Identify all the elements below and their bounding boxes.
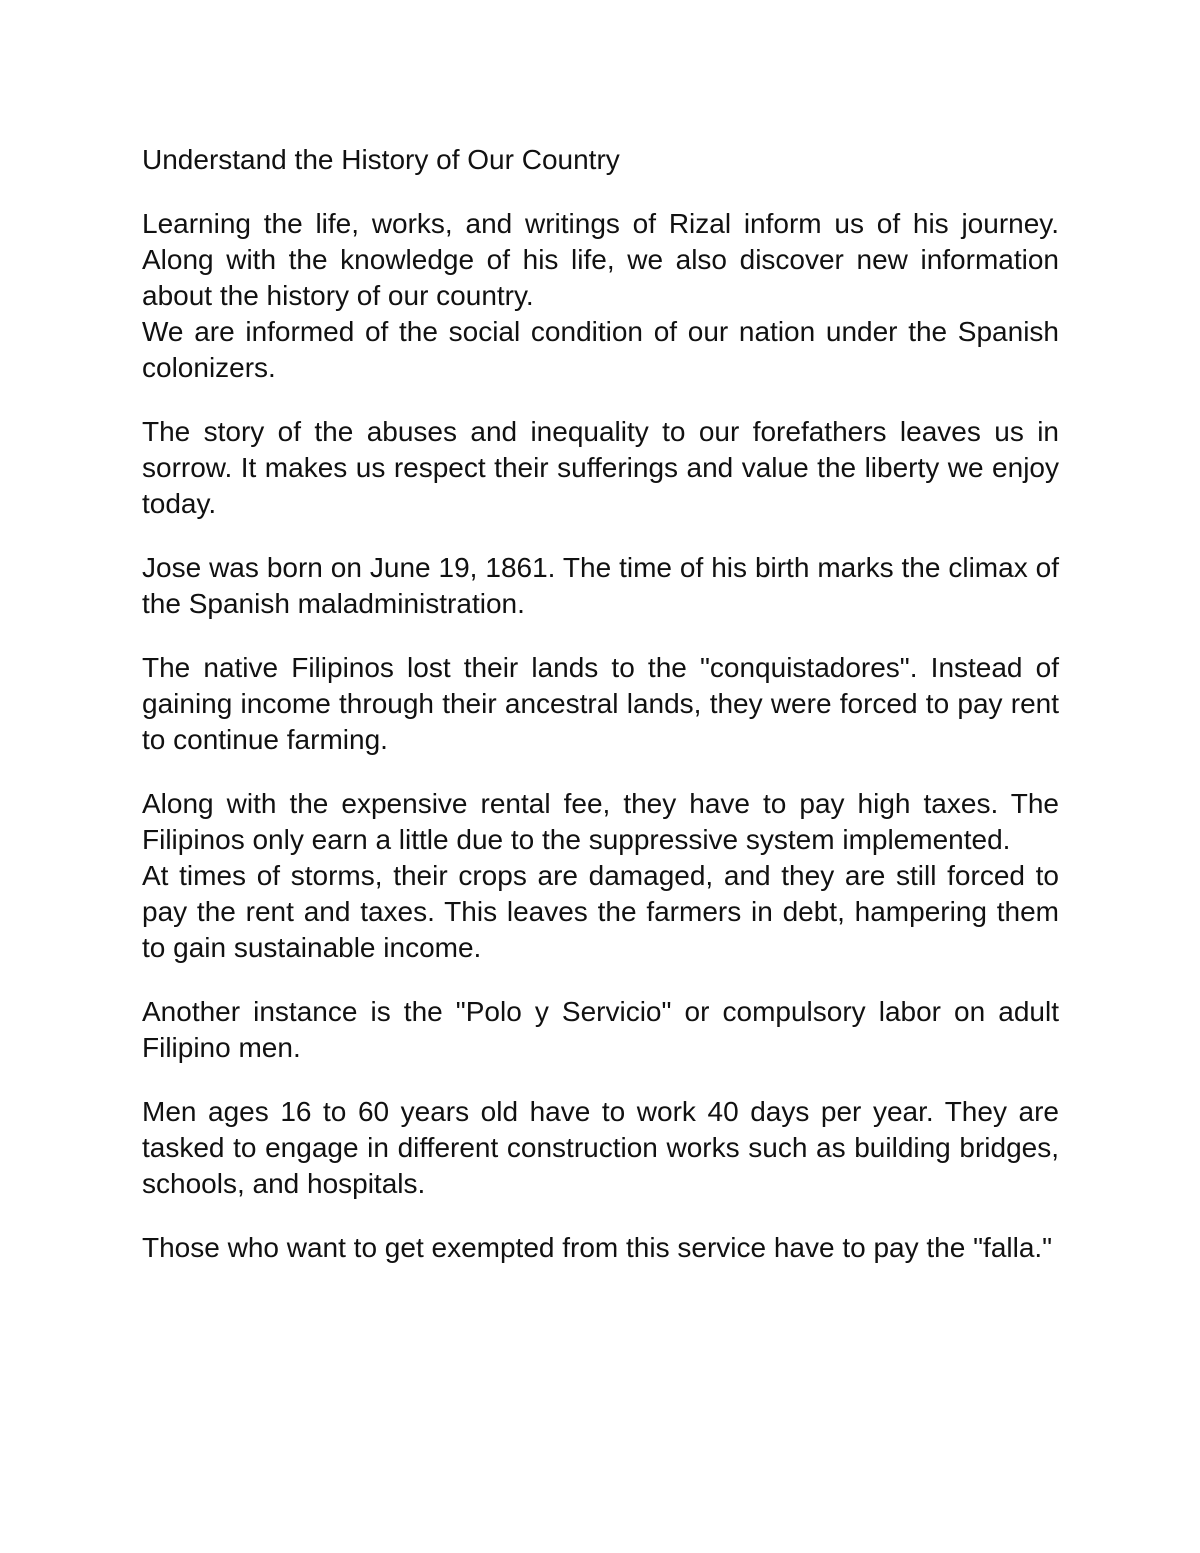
paragraph-block	[142, 786, 1059, 966]
paragraph: Those who want to get exempted from this service have to pay the "falla."	[142, 1232, 1053, 1263]
document-title: Understand the History of Our Country	[142, 144, 620, 175]
paragraph: Another instance is the "Polo y Servicio" or compulsory labor on adult Filipino men.	[142, 996, 1059, 1063]
paragraph-block	[142, 994, 1059, 1066]
paragraph: Learning the life, works, and writings of Rizal inform us of his journey. Along with the knowledge of his life, we also discover new information about the history of our country.	[142, 208, 1059, 311]
paragraph-block	[142, 1230, 1059, 1266]
document-page	[142, 142, 1059, 1294]
paragraph: The story of the abuses and inequality to our forefathers leaves us in sorrow. It makes us respect their sufferings and value the liberty we enjoy today.	[142, 416, 1059, 519]
paragraph: Men ages 16 to 60 years old have to work 40 days per year. They are tasked to engage in different construction works such as building bridges, schools, and hospitals.	[142, 1096, 1059, 1199]
paragraph: The native Filipinos lost their lands to the "conquistadores". Instead of gaining income through their ancestral lands, they were forced to pay rent to continue farming.	[142, 652, 1059, 755]
paragraph-block	[142, 414, 1059, 522]
paragraph-block	[142, 1094, 1059, 1202]
paragraph-block	[142, 550, 1059, 622]
paragraph: At times of storms, their crops are damaged, and they are still forced to pay the rent and taxes. This leaves the farmers in debt, hampering them to gain sustainable income.	[142, 860, 1059, 963]
paragraph: Along with the expensive rental fee, they have to pay high taxes. The Filipinos only earn a little due to the suppressive system implemented.	[142, 788, 1059, 855]
paragraph-block	[142, 206, 1059, 386]
paragraph-block	[142, 650, 1059, 758]
paragraph: We are informed of the social condition of our nation under the Spanish colonizers.	[142, 316, 1059, 383]
paragraph: Jose was born on June 19, 1861. The time of his birth marks the climax of the Spanish maladministration.	[142, 552, 1059, 619]
